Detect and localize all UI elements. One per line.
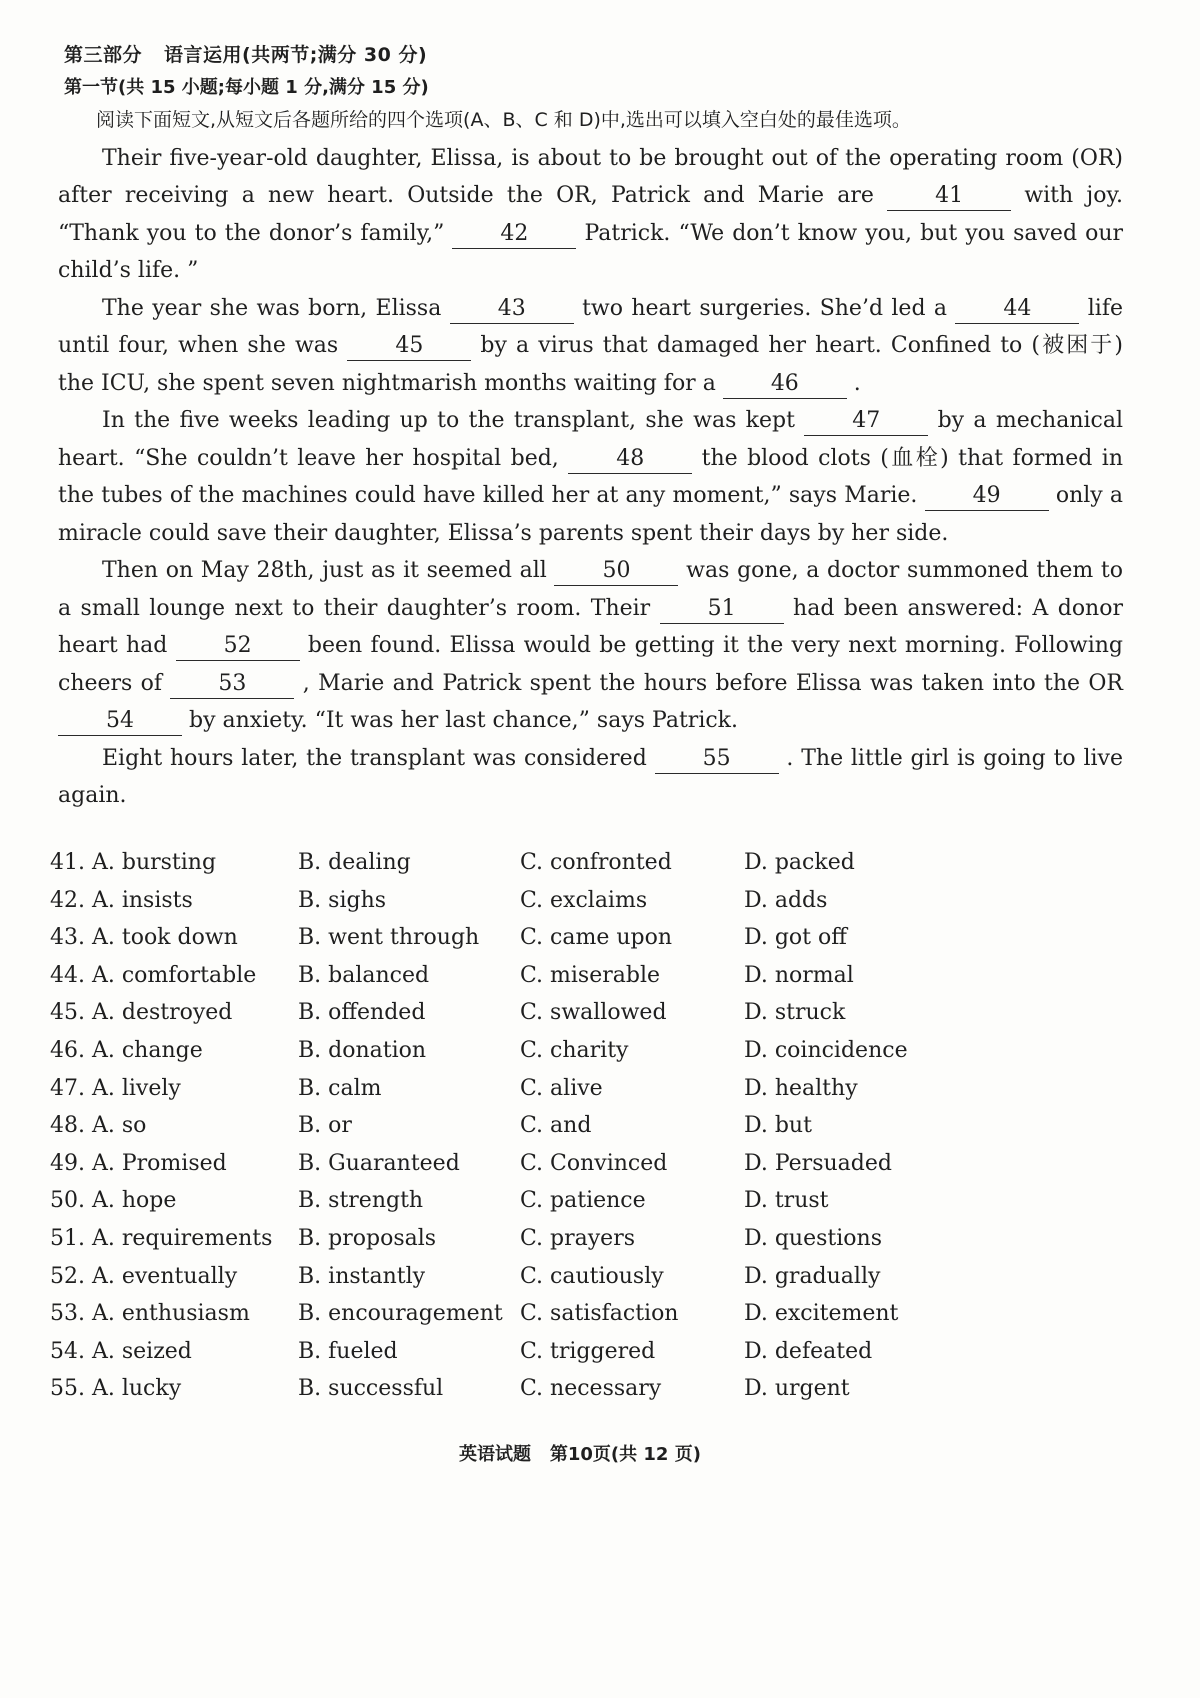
- option-c: C. satisfaction: [520, 1301, 679, 1327]
- option-b: B. offended: [298, 1000, 426, 1026]
- question-49: [50, 1151, 1050, 1189]
- option-a: 54. A. seized: [50, 1338, 192, 1364]
- option-b: B. successful: [298, 1376, 444, 1402]
- option-d: D. trust: [744, 1188, 829, 1214]
- question-48: [50, 1113, 1050, 1151]
- question-43: [50, 925, 1050, 963]
- option-b: B. sighs: [298, 887, 387, 913]
- option-d: D. got off: [744, 925, 847, 951]
- option-b: B. dealing: [298, 850, 411, 875]
- option-c: C. came upon: [520, 925, 673, 951]
- option-b: B. calm: [298, 1075, 382, 1101]
- paragraph-2: The year she was born, Elissa 43 two heart surgeries. She’d led a 44 life until four, when she was 45 by a virus that damaged her heart. Confined to (被困于) the ICU, she spent seven nightmarish months waiting for a 46 .: [58, 290, 1123, 403]
- question-53: [50, 1301, 1050, 1339]
- question-55: [50, 1376, 1050, 1414]
- option-d: D. coincidence: [744, 1037, 908, 1063]
- option-a: 44. A. comfortable: [50, 962, 257, 988]
- option-a: 55. A. lucky: [50, 1376, 182, 1402]
- paragraph-4: Then on May 28th, just as it seemed all 50 was gone, a doctor summoned them to a small lounge next to their daughter’s room. Their 51 had been answered: A donor heart had 52 been found. Elissa would be getting it the very next morning. Following cheers of 53 , Marie and Patrick spent the hours before Elissa was taken into the OR 54 by anxiety. “It was her last chance,” says Patrick.: [58, 552, 1123, 740]
- blank-55: 55: [655, 745, 779, 774]
- blank-50: 50: [554, 557, 678, 586]
- option-a: 53. A. enthusiasm: [50, 1301, 250, 1327]
- blank-47: 47: [804, 407, 928, 436]
- option-b: B. went through: [298, 925, 480, 951]
- section-heading: 第一节(共 15 小题;每小题 1 分,满分 15 分): [64, 77, 429, 98]
- blank-43: 43: [450, 295, 574, 324]
- option-c: C. and: [520, 1113, 592, 1139]
- option-a: 46. A. change: [50, 1037, 203, 1063]
- blank-45: 45: [347, 332, 471, 361]
- option-a: 45. A. destroyed: [50, 1000, 233, 1026]
- paragraph-3: In the five weeks leading up to the transplant, she was kept 47 by a mechanical heart. “She couldn’t leave her hospital bed, 48 the blood clots (血栓) that formed in the tubes of the machines could have killed her at any moment,” says Marie. 49 only a miracle could save their daughter, Elissa’s parents spent their days by her side.: [58, 408, 1124, 546]
- option-d: D. excitement: [744, 1301, 899, 1327]
- option-a: 42. A. insists: [50, 887, 193, 913]
- option-c: C. alive: [520, 1075, 603, 1101]
- part-title: 语言运用(共两节;满分 30 分): [164, 44, 428, 66]
- page-footer: [0, 1440, 1160, 1466]
- question-52: [50, 1264, 1050, 1302]
- option-d: D. gradually: [744, 1263, 881, 1289]
- option-c: C. exclaims: [520, 887, 648, 913]
- footer-page-number: 第10页(共 12 页): [549, 1444, 701, 1465]
- question-51: [50, 1226, 1050, 1264]
- option-d: D. defeated: [744, 1338, 873, 1364]
- option-c: C. cautiously: [520, 1263, 664, 1289]
- blank-54: 54: [58, 707, 182, 736]
- option-c: C. swallowed: [520, 1000, 667, 1026]
- option-d: D. but: [744, 1113, 812, 1139]
- paragraph-5: Eight hours later, the transplant was considered 55 . The little girl is going to live again.: [58, 745, 1123, 808]
- option-c: C. Convinced: [520, 1150, 668, 1176]
- option-c: C. patience: [520, 1188, 646, 1214]
- option-b: B. proposals: [298, 1225, 437, 1251]
- blank-52: 52: [176, 632, 300, 661]
- question-45: [50, 1000, 1050, 1038]
- section-header: [64, 40, 429, 99]
- option-b: B. instantly: [298, 1263, 426, 1289]
- question-47: [50, 1076, 1050, 1114]
- option-d: D. healthy: [744, 1075, 858, 1101]
- option-a: 51. A. requirements: [50, 1225, 273, 1251]
- blank-42: 42: [452, 220, 576, 249]
- cloze-passage: [58, 102, 1123, 815]
- option-c: C. prayers: [520, 1225, 636, 1251]
- blank-53: 53: [170, 670, 294, 699]
- option-c: C. charity: [520, 1037, 629, 1063]
- question-50: [50, 1188, 1050, 1226]
- option-d: D. normal: [744, 962, 854, 988]
- blank-46: 46: [723, 370, 847, 399]
- option-a: 48. A. so: [50, 1113, 147, 1139]
- option-a: 47. A. lively: [50, 1075, 181, 1101]
- paragraph-1: Their five-year-old daughter, Elissa, is about to be brought out of the operating room (OR) after receiving a new heart. Outside the OR, Patrick and Marie are 41 with joy. “Thank you to the donor’s family,” 42 Patrick. “We don’t know you, but you saved our child’s life. ”: [58, 145, 1123, 283]
- option-a: 52. A. eventually: [50, 1263, 238, 1289]
- question-41: [50, 850, 1050, 888]
- option-a: 43. A. took down: [50, 925, 238, 951]
- option-b: B. balanced: [298, 962, 430, 988]
- option-d: D. adds: [744, 887, 828, 913]
- blank-44: 44: [955, 295, 1079, 324]
- option-d: D. Persuaded: [744, 1150, 892, 1176]
- option-a: 41. A. bursting: [50, 850, 217, 875]
- option-b: B. Guaranteed: [298, 1150, 460, 1176]
- part-label: 第三部分: [64, 44, 143, 66]
- option-c: C. confronted: [520, 850, 672, 875]
- question-46: [50, 1038, 1050, 1076]
- option-d: D. questions: [744, 1225, 882, 1251]
- blank-48: 48: [568, 445, 692, 474]
- option-c: C. necessary: [520, 1376, 662, 1402]
- option-d: D. struck: [744, 1000, 846, 1026]
- option-b: B. donation: [298, 1037, 427, 1063]
- blank-41: 41: [887, 182, 1011, 211]
- instruction-text: 阅读下面短文,从短文后各题所给的四个选项(A、B、C 和 D)中,选出可以填入空白处的最佳选项。: [96, 109, 911, 131]
- question-44: [50, 963, 1050, 1001]
- blank-49: 49: [925, 482, 1049, 511]
- option-b: B. or: [298, 1113, 352, 1139]
- option-b: B. fueled: [298, 1338, 398, 1364]
- option-d: D. urgent: [744, 1376, 850, 1402]
- option-c: C. triggered: [520, 1338, 656, 1364]
- question-42: [50, 888, 1050, 926]
- option-a: 49. A. Promised: [50, 1150, 227, 1176]
- part-heading: [64, 40, 429, 67]
- option-c: C. miserable: [520, 962, 661, 988]
- blank-51: 51: [660, 595, 784, 624]
- footer-subject: 英语试题: [459, 1444, 532, 1465]
- question-54: [50, 1339, 1050, 1377]
- answer-options: [50, 850, 1050, 1414]
- option-d: D. packed: [744, 850, 855, 875]
- option-a: 50. A. hope: [50, 1188, 177, 1214]
- option-b: B. encouragement: [298, 1301, 503, 1327]
- option-b: B. strength: [298, 1188, 424, 1214]
